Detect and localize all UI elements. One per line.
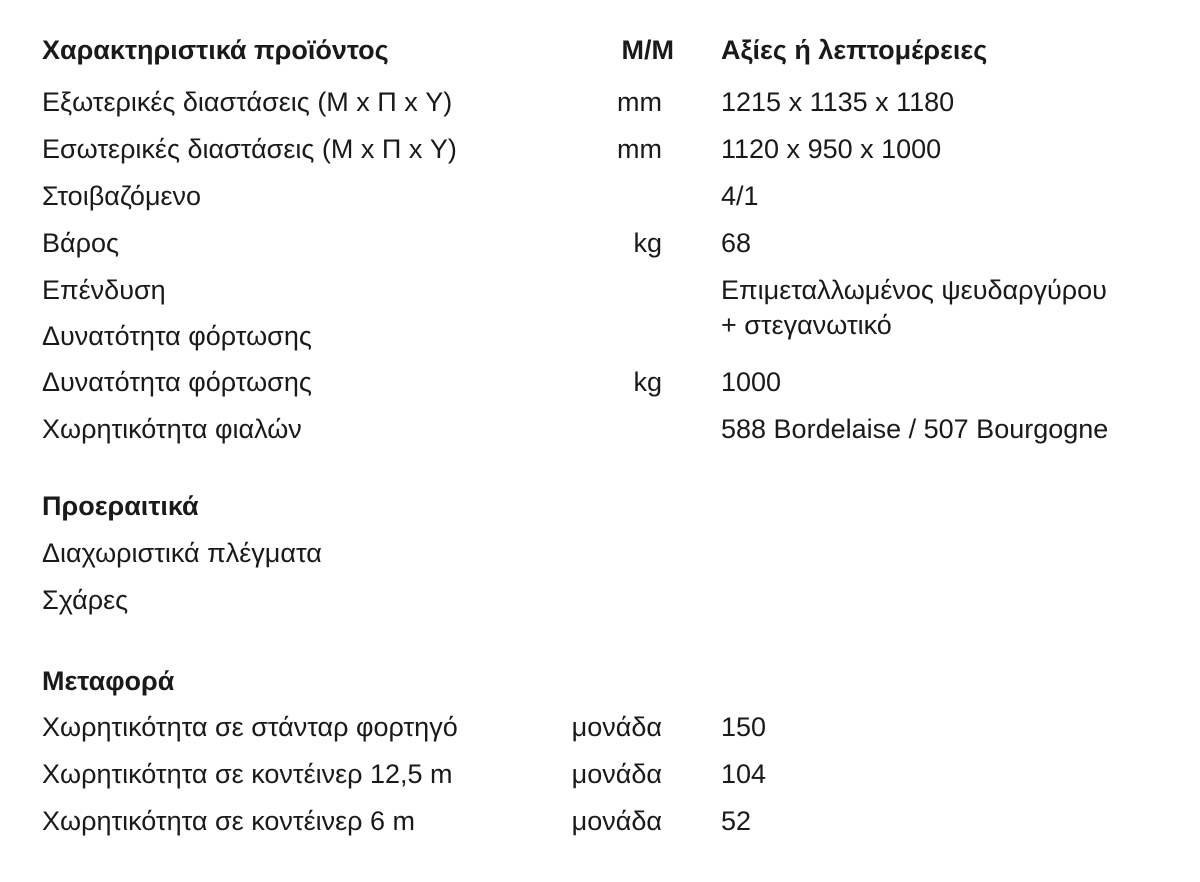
table-row: [0, 754, 1200, 794]
table-row: [0, 82, 1200, 122]
table-row: [0, 223, 1200, 263]
table-row: [0, 129, 1200, 169]
table-row: [0, 707, 1200, 747]
transport-value: 104: [721, 759, 767, 789]
spec-name: Δυνατότητα φόρτωσης: [42, 321, 312, 351]
options-section-title: [0, 486, 1200, 526]
spec-name: Χωρητικότητα φιαλών: [42, 414, 302, 444]
table-row: [0, 409, 1200, 449]
header-values: Αξίες ή λεπτομέρειες: [721, 35, 988, 65]
spec-name: Εσωτερικές διαστάσεις (Μ x Π x Υ): [42, 134, 457, 164]
spec-value: 1120 x 950 x 1000: [721, 134, 942, 164]
header-product-features: Χαρακτηριστικά προϊόντος: [42, 35, 389, 65]
transport-section-title: [0, 661, 1200, 701]
spec-name: Επένδυση: [42, 275, 166, 305]
header-unit: Μ/Μ: [621, 35, 674, 65]
list-item: [0, 533, 1200, 573]
spec-value-line-2: + στεγανωτικό: [721, 310, 892, 340]
table-row: [0, 362, 1200, 402]
transport-unit: μονάδα: [571, 759, 662, 789]
spec-unit: kg: [633, 228, 662, 258]
spec-name: Βάρος: [42, 228, 120, 258]
spec-unit: kg: [633, 367, 662, 397]
spec-name: Εξωτερικές διαστάσεις (Μ x Π x Υ): [42, 87, 453, 117]
transport-unit: μονάδα: [571, 712, 662, 742]
spec-value: 1215 x 1135 x 1180: [721, 87, 955, 117]
option-item: Διαχωριστικά πλέγματα: [42, 538, 322, 568]
transport-name: Χωρητικότητα σε κοντέινερ 12,5 m: [42, 759, 453, 789]
spec-name: Δυνατότητα φόρτωσης: [42, 367, 312, 397]
section-heading: Μεταφορά: [42, 666, 175, 696]
spec-value-line-1: Επιμεταλλωμένος ψευδαργύρου: [721, 275, 1107, 305]
table-header: [0, 30, 1200, 70]
table-row: [0, 176, 1200, 216]
transport-name: Χωρητικότητα σε στάνταρ φορτηγό: [42, 712, 458, 742]
table-row: [0, 316, 1200, 356]
spec-unit: mm: [617, 87, 662, 117]
table-row: [0, 801, 1200, 841]
spec-name: Στοιβαζόμενο: [42, 181, 202, 211]
option-item: Σχάρες: [42, 585, 129, 615]
section-heading: Προεραιτικά: [42, 491, 199, 521]
transport-value: 150: [721, 712, 767, 742]
transport-name: Χωρητικότητα σε κοντέινερ 6 m: [42, 806, 416, 836]
spec-value: 68: [721, 228, 752, 258]
spec-value: 1000: [721, 367, 782, 397]
transport-value: 52: [721, 806, 752, 836]
list-item: [0, 580, 1200, 620]
transport-unit: μονάδα: [571, 806, 662, 836]
spec-unit: mm: [617, 134, 662, 164]
spec-value: 588 Bordelaise / 507 Bourgogne: [721, 414, 1109, 444]
spec-value: 4/1: [721, 181, 759, 211]
